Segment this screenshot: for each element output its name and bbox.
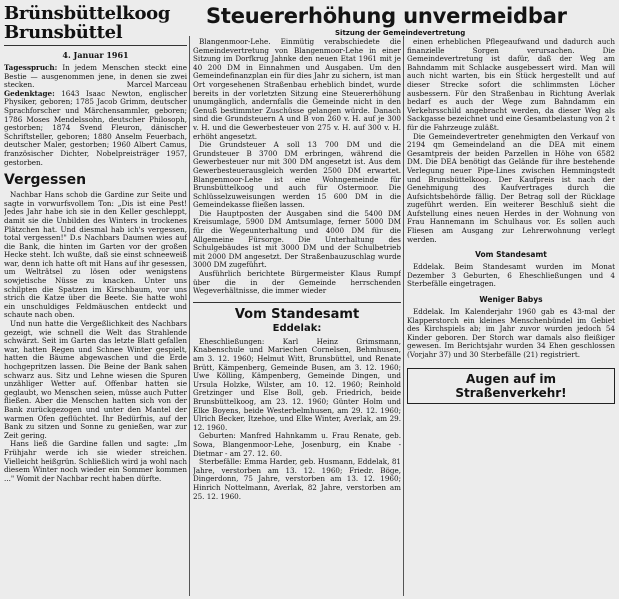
standesamt-heading: Vom Standesamt bbox=[193, 302, 401, 322]
article-paragraph: Die Hauptposten der Ausgaben sind die 5400 DM Kreisumlage, 5900 DM Amtsumlage, ferner 5000 DM für die Wegeunterhaltung und 4000 DM für die Allgemeine Fürsorge. Die Unterhaltung des Schulgebäudes ist mit 3000 DM und der Schulbetrieb mit 2000 DM angesetzt. Der Straßenbauzuschlag wurde 3000 DM zugeführt. bbox=[193, 208, 401, 270]
tagesspruch-text: In jedem Menschen steckt eine Bestie — ausgenommen jene, in denen sie zwei stecken. bbox=[4, 63, 187, 90]
masthead bbox=[4, 4, 187, 42]
article-paragraph: einen erheblichen Pflegeaufwand und dadurch auch finanzielle Sorgen verursachen. Die Gemeindevertretung ist dafür, daß der Weg am Bahndamm mit Schlacke ausgebessert wird. Man will auch nicht warten, bis ein Stück hergestellt und auf dieser Strecke sofort die schlimmsten Löcher ausbessern. Für den Straßenbau in Richtung Averlak bedarf es auch der Wege zum Bahndamm ein Verkehrsschild angebracht werden, da dieser Weg als Sackgasse bezeichnet und eine Gesamtbelastung von 2 t für die Fahrzeuge zuläßt. bbox=[407, 38, 615, 132]
tagesspruch bbox=[4, 64, 187, 90]
article-paragraph: Ausführlich berichtete Bürgermeister Klaus Rumpf über die in der Gemeinde herrschenden Wegeverhältnisse, die immer wieder bbox=[193, 269, 401, 296]
column-divider bbox=[403, 36, 404, 596]
standesamt-paragraph: Eheschließungen: Karl Heinz Grimsmann, Knabenschule und Mariechen Cornelsen, Behmhusen, am 3. 12. 1960; Helmut Witt, Brunsbüttel, und Renate Brütt, Kämpenberg, Gemeinde Busen, am 3. 12. 1960; Uwe Kölling, Kämpenberg, Gemeinde Dingen, und Ursula Holzke, Wilster, am 10. 12. 1960; Reinhold Gretzinger und Else Boll, geb. Friedrich, beide Brunsbüttelkoog, am 23. 12. 1960; Günter Holm und Elke Boyens, beide Westerbelmhusen, am 29. 12. 1960; Ulrich Becker, Itzehoe, und Elke Winter, Averlak, am 29. 12. 1960. bbox=[193, 336, 401, 432]
column-divider bbox=[189, 36, 190, 596]
tagesspruch-label: Tagesspruch: bbox=[4, 63, 58, 72]
gedenktage-label: Gedenktage: bbox=[4, 88, 55, 98]
article-paragraph: Blangenmoor-Lehe. Einmütig verabschiedete die Gemeindevertretung von Blangenmoor-Lehe in einer Sitzung im Dorfkrug Jahnke den neuen Etat 1961 mit je 40 200 DM in Einnahmen und Ausgaben. Um den Gemeindefinanzplan ein für dies Jahr zu sichern, ist man Ort vorgesehenen Straßenbau erheblich bindet, wurde bereits in der vorletzten Sitzung eine Steuererhöhung unumgänglich, andernfalls die Gemeinde nicht in den Genuß bestimmter Zuschüsse gelangen würde. Danach sind die Grundsteuern A und B von 260 v. H. auf je 300 v. H. und die Gewerbesteuer von 275 v. H. auf 300 v. H. erhöht angesetzt. bbox=[193, 38, 401, 141]
weniger-babys-text: Eddelak. Im Kalenderjahr 1960 gab es 43-mal der Klapperstorch ein kleines Menschenbündel im Gebiet des Kirchspiels ab; im Jahr zuvor wurden jedoch 54 Kinder geboren. Der Storch war damals also fleißiger gewesen. Im Berichtsjahr wurden 34 Ehen geschlossen (Vorjahr 37) und 30 Sterbefälle (21) registriert. bbox=[407, 307, 615, 359]
divider bbox=[4, 45, 187, 46]
tagesspruch-author: Marcel Marceau bbox=[126, 80, 187, 90]
vergessen-paragraph: Hans ließ die Gardine fallen und sagte: „Im Frühjahr werde ich sie wieder streichen. Vielleicht heißgrün. Schließlich wird ja wohl nach diesem Winter noch wieder ein Sommer kommen ..." Womit der Nachbar recht haben dürfte. bbox=[4, 439, 187, 483]
vergessen-heading: Vergessen bbox=[4, 172, 87, 189]
gedenktage-text: 1643 Isaac Newton, englischer Physiker, geboren; 1785 Jacob Grimm, deutscher Sprachforscher und Märchensammler, geboren; 1786 Moses Mendelssohn, deutscher Philosoph, gestorben; 1874 Svend Fleuron, dänischer Schriftsteller, geboren; 1880 Anselm Feuerbach, deutscher Maler, gestorben; 1960 Albert Camus, französischer Dichter, Nobelpreisträger 1957, gestorben. bbox=[4, 88, 187, 167]
masthead-line-1: Brünsbüttelkoog bbox=[4, 4, 171, 24]
standesamt-right-text: Eddelak. Beim Standesamt wurden im Monat Dezember 3 Geburten, 6 Eheschließungen und 4 Sterbefälle eingetragen. bbox=[407, 262, 615, 289]
vergessen-paragraph: Nachbar Hans schob die Gardine zur Seite und sagte in vorwurfsvollem Ton: „Dis ist eine Pest! Jedes Jahr habe ich sie in den Keller geschleppt, damit sie die Unbilden des Winters in trockenes Plätzchen hat. Und diesmal hab ich's vergessen, total vergessen!" D.s Nachbars Daumen wies auf die Bank, die hinten im Garten vor der großen Hecke steht. Ich wußte, daß sie einst schneeweiß war, denn ich hatte oft mit Hans auf ihr gesessen, um Welträtsel zu lösen oder wenigstens sowjetische Nüsse zu knacken. Unter uns schilpten die Spatzen im Kirschbaum, vor uns strich die Katze über die Beete. Sie hatte wohl ein unschuldiges Feldmäuschen entdeckt und schaute nach oben. bbox=[4, 190, 187, 320]
right-column bbox=[407, 38, 615, 598]
standesamt-paragraph: Sterbefälle: Emma Harder, geb. Husmann, Eddelak, 81 Jahre, verstorben am 13. 12. 1960; Friedr. Böge, Dingerdonn, 75 Jahre, verstorben am 13. 12. 1960; Hinrich Nottelmann, Averlak, 82 Jahre, verstorben am 25. 12. 1960. bbox=[193, 457, 401, 501]
standesamt-right-heading: Vom Standesamt bbox=[475, 250, 547, 260]
slogan-box: Augen auf im Straßenverkehr! bbox=[407, 368, 615, 404]
gedenktage bbox=[4, 90, 187, 167]
left-column bbox=[4, 4, 187, 596]
standesamt-paragraph: Geburten: Manfred Hahnkamm u. Frau Renate, geb. Sowa, Blangenmoor-Lehe, Josenburg, ein Knabe - Dietmar - am 27. 12. 60. bbox=[193, 431, 401, 458]
main-headline: Steuererhöhung unvermeidbar bbox=[206, 4, 567, 28]
article-paragraph: Die Grundsteuer A soll 13 700 DM und die Grundsteuer B 3700 DM erbringen, während die Gewerbesteuer nur mit 300 DM angesetzt ist. Aus dem Gewerbesteuerausgleich werden 2500 DM erwartet. Blangenmoor-Lehe ist eine Wohngemeinde für Brunsbüttelkoog und auch für Ostermoor. Die Schlüsselzuweisungen werden 15 600 DM in die Gemeindekasse fließen lassen. bbox=[193, 140, 401, 210]
middle-column bbox=[193, 38, 401, 598]
article-paragraph: Die Gemeindevertreter genehmigten den Verkauf von 2194 qm Gemeindeland an die DEA mit einem Gesamtpreis der beiden Parzellen in Höhe von 6582 DM. Die DEA benötigt das Gelände für ihre bestehende Verlegung neuer Pipe-Lines zwischen Hemmingstedt und Brunsbüttelkoog. Der Kaufpreis ist nach der Genehmigung des Kaufvertrages durch die Aufsichtsbehörde fällig. Der Betrag soll der Rücklage zugeführt werden. Ein weiterer Beschluß sieht die Aufstellung eines neuen Herdes in der Wohnung von Frau Hannemann im Schulhaus vor. Es sollen auch Fliesen am Ausgang zur Lehrerwohnung verlegt werden. bbox=[407, 131, 615, 244]
weniger-babys-heading: Weniger Babys bbox=[479, 295, 543, 305]
issue-date: 4. Januar 1961 bbox=[62, 50, 129, 60]
standesamt-place: Eddelak: bbox=[272, 322, 322, 334]
main-subhead: Sitzung der Gemeindevertretung bbox=[335, 29, 466, 37]
vergessen-paragraph: Und nun hatte die Vergeßlichkeit des Nachbars gezeigt, wie schnell die Welt das Strahlende schwärzt. Seit im Garten das letzte Blatt gefallen war, hatten Regen und Schnee Winter gespielt, hatten die Bäume abgewaschen und die Erde hochgepritzen lassen. Die Beine der Bank sahen schwarz aus. Sitz und Lehne wiesen die Spuren unzähliger Wetter auf. Offenbar hatten sie geglaubt, wo Menschen seien, müsse auch Putter fließen. Aber die Menschen hatten sich von der Bank zurückgezogen und unter den Mantel der warmen Ofen geflüchtet. Ihr Bedürfnis, auf der Bank zu sitzen und Sonne zu genießen, war zur Zeit gering. bbox=[4, 319, 187, 440]
masthead-line-2: Brunsbüttel bbox=[4, 22, 123, 43]
